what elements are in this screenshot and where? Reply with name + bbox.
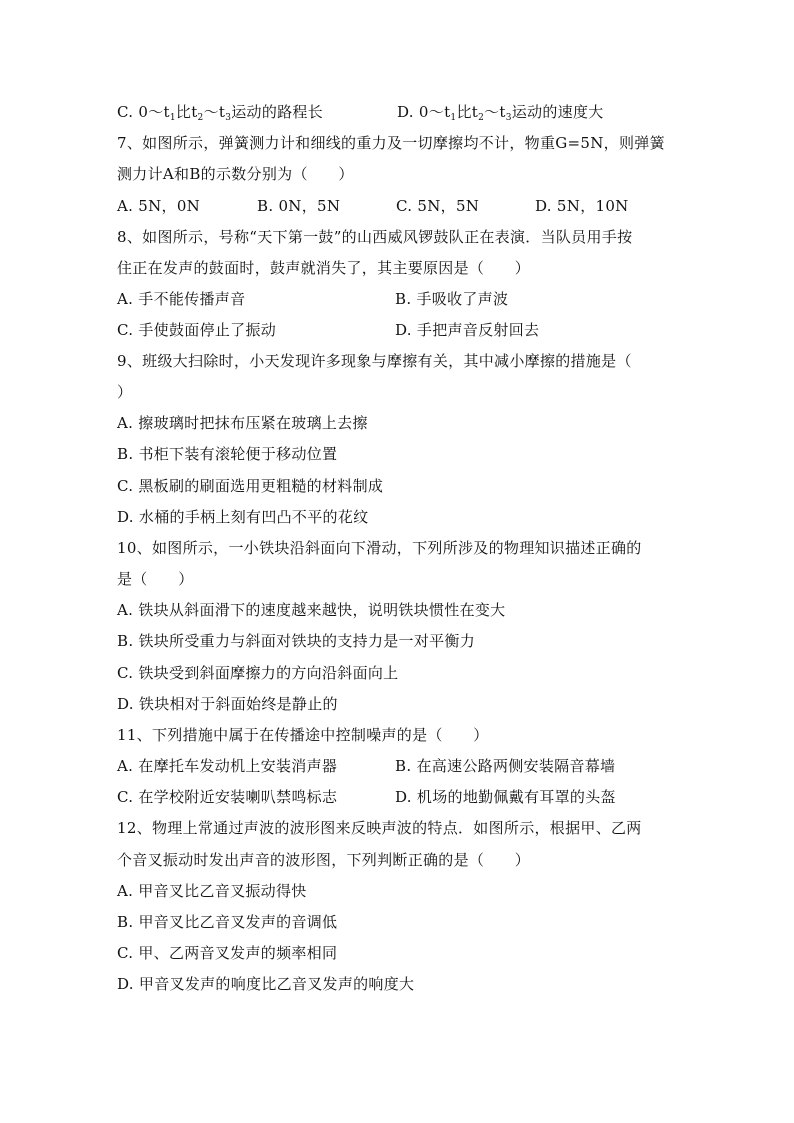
q11-stem-line1: 11、下列措施中属于在传播途中控制噪声的是（ ） <box>117 726 489 744</box>
q10-stem-line1: 10、如图所示，一小铁块沿斜面向下滑动，下列所涉及的物理知识描述正确的 <box>117 539 642 557</box>
q11-option-b: B. 在高速公路两侧安装隔音幕墙 <box>395 757 616 775</box>
q7-option-c: C. 5N，5N <box>396 197 480 215</box>
q7-stem-line1: 7、如图所示，弹簧测力计和细线的重力及一切摩擦均不计，物重G=5N，则弹簧 <box>117 134 665 152</box>
q7-option-a: A. 5N，0N <box>117 197 201 215</box>
q12-option-a: A. 甲音叉比乙音叉振动得快 <box>117 882 307 900</box>
q7-option-d: D. 5N，10N <box>535 197 629 215</box>
q8-option-d: D. 手把声音反射回去 <box>395 321 540 339</box>
q12-option-d: D. 甲音叉发声的响度比乙音叉发声的响度大 <box>117 975 415 993</box>
q9-option-c: C. 黑板刷的刷面选用更粗糙的材料制成 <box>117 477 384 495</box>
q6-option-c: C. $0\sim t_1$比$t_2\sim t_3$运动的路程长 <box>117 103 324 123</box>
q10-option-d: D. 铁块相对于斜面始终是静止的 <box>117 695 338 713</box>
q8-option-a: A. 手不能传播声音 <box>117 290 246 308</box>
q11-option-a: A. 在摩托车发动机上安装消声器 <box>117 757 338 775</box>
q10-stem-line2: 是（ ） <box>117 570 194 588</box>
q6-option-d: D. $0\sim t_1$比$t_2\sim t_3$运动的速度大 <box>397 103 604 123</box>
q11-option-c: C. 在学校附近安装喇叭禁鸣标志 <box>117 788 338 806</box>
q8-stem-line2: 住正在发声的鼓面时，鼓声就消失了，其主要原因是（ ） <box>117 259 531 277</box>
q9-option-a: A. 擦玻璃时把抹布压紧在玻璃上去擦 <box>117 414 368 432</box>
q9-option-d: D. 水桶的手柄上刻有凹凸不平的花纹 <box>117 508 369 526</box>
q8-option-c: C. 手使鼓面停止了振动 <box>117 321 277 339</box>
q10-option-b: B. 铁块所受重力与斜面对铁块的支持力是一对平衡力 <box>117 632 476 650</box>
q9-stem-line1: 9、班级大扫除时，小天发现许多现象与摩擦有关，其中减小摩擦的措施是（ <box>117 352 632 370</box>
q8-option-b: B. 手吸收了声波 <box>395 290 509 308</box>
q8-stem-line1: 8、如图所示，号称“天下第一鼓”的山西威风锣鼓队正在表演．当队员用手按 <box>117 228 633 246</box>
q7-stem-line2: 测力计A和B的示数分别为（ ） <box>117 165 354 183</box>
q10-option-c: C. 铁块受到斜面摩擦力的方向沿斜面向上 <box>117 664 399 682</box>
q10-option-a: A. 铁块从斜面滑下的速度越来越快，说明铁块惯性在变大 <box>117 601 506 619</box>
q9-option-b: B. 书柜下装有滚轮便于移动位置 <box>117 445 338 463</box>
q9-stem-line2: ） <box>117 383 133 401</box>
q12-stem-line1: 12、物理上常通过声波的波形图来反映声波的特点．如图所示，根据甲、乙两 <box>117 819 642 837</box>
q11-option-d: D. 机场的地勤佩戴有耳罩的头盔 <box>395 788 616 806</box>
q12-option-c: C. 甲、乙两音叉发声的频率相同 <box>117 944 338 962</box>
q12-stem-line2: 个音叉振动时发出声音的波形图，下列判断正确的是（ ） <box>117 851 531 869</box>
q7-option-b: B. 0N，5N <box>257 197 341 215</box>
q12-option-b: B. 甲音叉比乙音叉发声的音调低 <box>117 913 338 931</box>
